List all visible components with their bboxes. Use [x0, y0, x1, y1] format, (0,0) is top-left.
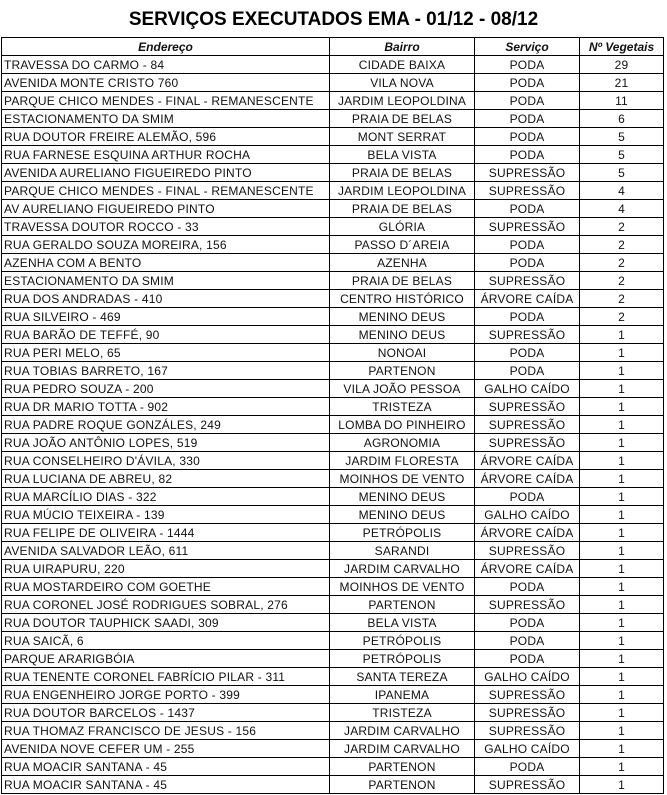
table-row: [2, 758, 664, 776]
cell-bairro: MENINO DEUS: [330, 308, 475, 326]
cell-bairro: VILA NOVA: [330, 74, 475, 92]
cell-bairro: LOMBA DO PINHEIRO: [330, 416, 475, 434]
table-row: [2, 236, 664, 254]
cell-servico: PODA: [475, 362, 580, 380]
cell-bairro: PRAIA DE BELAS: [330, 272, 475, 290]
cell-servico: ÁRVORE CAÍDA: [475, 470, 580, 488]
cell-vegetais: 1: [580, 326, 664, 344]
table-row: [2, 326, 664, 344]
cell-servico: PODA: [475, 758, 580, 776]
cell-servico: PODA: [475, 308, 580, 326]
cell-vegetais: 1: [580, 686, 664, 704]
cell-endereco: RUA GERALDO SOUZA MOREIRA, 156: [2, 236, 330, 254]
cell-bairro: JARDIM LEOPOLDINA: [330, 92, 475, 110]
cell-endereco: RUA DOUTOR BARCELOS - 1437: [2, 704, 330, 722]
table-row: [2, 200, 664, 218]
cell-endereco: RUA PADRE ROQUE GONZÁLES, 249: [2, 416, 330, 434]
cell-vegetais: 1: [580, 452, 664, 470]
cell-vegetais: 1: [580, 776, 664, 794]
cell-vegetais: 2: [580, 236, 664, 254]
cell-endereco: AVENIDA MONTE CRISTO 760: [2, 74, 330, 92]
cell-endereco: AVENIDA SALVADOR LEÃO, 611: [2, 542, 330, 560]
cell-servico: SUPRESSÃO: [475, 722, 580, 740]
table-row: [2, 488, 664, 506]
cell-servico: SUPRESSÃO: [475, 776, 580, 794]
cell-endereco: ESTACIONAMENTO DA SMIM: [2, 272, 330, 290]
cell-servico: SUPRESSÃO: [475, 218, 580, 236]
cell-vegetais: 1: [580, 560, 664, 578]
cell-vegetais: 2: [580, 254, 664, 272]
cell-vegetais: 11: [580, 92, 664, 110]
cell-bairro: SANTA TEREZA: [330, 668, 475, 686]
cell-endereco: TRAVESSA DOUTOR ROCCO - 33: [2, 218, 330, 236]
cell-vegetais: 1: [580, 524, 664, 542]
cell-bairro: PARTENON: [330, 776, 475, 794]
cell-servico: SUPRESSÃO: [475, 416, 580, 434]
table-row: [2, 182, 664, 200]
cell-bairro: TRISTEZA: [330, 704, 475, 722]
table-row: [2, 704, 664, 722]
table-row: [2, 632, 664, 650]
table-row: [2, 434, 664, 452]
cell-servico: PODA: [475, 146, 580, 164]
cell-bairro: JARDIM CARVALHO: [330, 740, 475, 758]
cell-endereco: AZENHA COM A BENTO: [2, 254, 330, 272]
cell-endereco: RUA MOACIR SANTANA - 45: [2, 758, 330, 776]
page-title: SERVIÇOS EXECUTADOS EMA - 01/12 - 08/12: [128, 9, 539, 30]
cell-vegetais: 21: [580, 74, 664, 92]
table-row: [2, 218, 664, 236]
header-servico: Serviço: [475, 38, 580, 56]
cell-vegetais: 5: [580, 146, 664, 164]
cell-endereco: RUA UIRAPURU, 220: [2, 560, 330, 578]
cell-endereco: RUA SILVEIRO - 469: [2, 308, 330, 326]
cell-servico: PODA: [475, 56, 580, 74]
table-row: [2, 560, 664, 578]
header-bairro: Bairro: [330, 38, 475, 56]
cell-bairro: IPANEMA: [330, 686, 475, 704]
cell-bairro: MONT SERRAT: [330, 128, 475, 146]
cell-vegetais: 2: [580, 308, 664, 326]
cell-endereco: RUA CORONEL JOSÉ RODRIGUES SOBRAL, 276: [2, 596, 330, 614]
cell-vegetais: 1: [580, 722, 664, 740]
table-row: [2, 506, 664, 524]
table-row: [2, 164, 664, 182]
cell-vegetais: 1: [580, 380, 664, 398]
cell-bairro: PASSO D´AREIA: [330, 236, 475, 254]
cell-bairro: PARTENON: [330, 362, 475, 380]
cell-bairro: CENTRO HISTÓRICO: [330, 290, 475, 308]
cell-servico: GALHO CAÍDO: [475, 668, 580, 686]
cell-bairro: AGRONOMIA: [330, 434, 475, 452]
table-row: [2, 470, 664, 488]
cell-vegetais: 1: [580, 542, 664, 560]
cell-servico: PODA: [475, 74, 580, 92]
table-row: [2, 344, 664, 362]
cell-servico: ÁRVORE CAÍDA: [475, 524, 580, 542]
cell-endereco: RUA LUCIANA DE ABREU, 82: [2, 470, 330, 488]
table-row: [2, 596, 664, 614]
cell-endereco: RUA MOSTARDEIRO COM GOETHE: [2, 578, 330, 596]
cell-vegetais: 1: [580, 632, 664, 650]
cell-servico: PODA: [475, 254, 580, 272]
cell-servico: SUPRESSÃO: [475, 164, 580, 182]
cell-vegetais: 1: [580, 650, 664, 668]
cell-endereco: RUA MÚCIO TEIXEIRA - 139: [2, 506, 330, 524]
cell-bairro: TRISTEZA: [330, 398, 475, 416]
cell-bairro: MENINO DEUS: [330, 506, 475, 524]
table-row: [2, 272, 664, 290]
cell-endereco: RUA FARNESE ESQUINA ARTHUR ROCHA: [2, 146, 330, 164]
cell-bairro: PETRÓPOLIS: [330, 632, 475, 650]
table-row: [2, 542, 664, 560]
cell-endereco: RUA DOUTOR TAUPHICK SAADI, 309: [2, 614, 330, 632]
cell-servico: PODA: [475, 236, 580, 254]
cell-endereco: RUA MOACIR SANTANA - 45: [2, 776, 330, 794]
table-row: [2, 74, 664, 92]
table-row: [2, 398, 664, 416]
cell-endereco: ESTACIONAMENTO DA SMIM: [2, 110, 330, 128]
table-body: [2, 56, 664, 794]
cell-vegetais: 1: [580, 578, 664, 596]
cell-vegetais: 1: [580, 488, 664, 506]
cell-vegetais: 1: [580, 506, 664, 524]
cell-bairro: NONOAI: [330, 344, 475, 362]
table-row: [2, 146, 664, 164]
cell-bairro: PARTENON: [330, 596, 475, 614]
cell-bairro: BELA VISTA: [330, 614, 475, 632]
cell-endereco: RUA DOUTOR FREIRE ALEMÃO, 596: [2, 128, 330, 146]
cell-servico: PODA: [475, 488, 580, 506]
cell-endereco: AV AURELIANO FIGUEIREDO PINTO: [2, 200, 330, 218]
table-row: [2, 452, 664, 470]
cell-vegetais: 1: [580, 344, 664, 362]
cell-vegetais: 5: [580, 164, 664, 182]
cell-servico: SUPRESSÃO: [475, 704, 580, 722]
cell-servico: PODA: [475, 614, 580, 632]
cell-bairro: MENINO DEUS: [330, 488, 475, 506]
cell-servico: SUPRESSÃO: [475, 182, 580, 200]
cell-servico: SUPRESSÃO: [475, 398, 580, 416]
cell-bairro: PRAIA DE BELAS: [330, 164, 475, 182]
table-row: [2, 686, 664, 704]
table-row: [2, 668, 664, 686]
cell-vegetais: 1: [580, 416, 664, 434]
cell-vegetais: 6: [580, 110, 664, 128]
cell-bairro: JARDIM CARVALHO: [330, 560, 475, 578]
cell-bairro: MOINHOS DE VENTO: [330, 578, 475, 596]
table-row: [2, 380, 664, 398]
cell-servico: ÁRVORE CAÍDA: [475, 452, 580, 470]
cell-servico: ÁRVORE CAÍDA: [475, 290, 580, 308]
table-row: [2, 776, 664, 794]
cell-endereco: RUA ENGENHEIRO JORGE PORTO - 399: [2, 686, 330, 704]
cell-bairro: BELA VISTA: [330, 146, 475, 164]
cell-vegetais: 4: [580, 182, 664, 200]
table-row: [2, 290, 664, 308]
table-row: [2, 308, 664, 326]
cell-servico: SUPRESSÃO: [475, 596, 580, 614]
cell-endereco: RUA PEDRO SOUZA - 200: [2, 380, 330, 398]
cell-servico: PODA: [475, 632, 580, 650]
cell-endereco: RUA PERI MELO, 65: [2, 344, 330, 362]
cell-endereco: RUA TOBIAS BARRETO, 167: [2, 362, 330, 380]
cell-endereco: AVENIDA AURELIANO FIGUEIREDO PINTO: [2, 164, 330, 182]
table-row: [2, 56, 664, 74]
cell-bairro: MOINHOS DE VENTO: [330, 470, 475, 488]
cell-bairro: SARANDI: [330, 542, 475, 560]
cell-vegetais: 5: [580, 128, 664, 146]
cell-servico: PODA: [475, 650, 580, 668]
cell-endereco: RUA TENENTE CORONEL FABRÍCIO PILAR - 311: [2, 668, 330, 686]
table-row: [2, 614, 664, 632]
cell-endereco: TRAVESSA DO CARMO - 84: [2, 56, 330, 74]
cell-servico: SUPRESSÃO: [475, 272, 580, 290]
cell-bairro: PRAIA DE BELAS: [330, 110, 475, 128]
cell-servico: ÁRVORE CAÍDA: [475, 560, 580, 578]
cell-vegetais: 29: [580, 56, 664, 74]
table-row: [2, 110, 664, 128]
cell-bairro: PARTENON: [330, 758, 475, 776]
cell-servico: PODA: [475, 92, 580, 110]
cell-vegetais: 1: [580, 668, 664, 686]
table-row: [2, 740, 664, 758]
cell-endereco: PARQUE CHICO MENDES - FINAL - REMANESCENTE: [2, 182, 330, 200]
cell-vegetais: 2: [580, 272, 664, 290]
cell-bairro: AZENHA: [330, 254, 475, 272]
cell-endereco: RUA SAICÃ, 6: [2, 632, 330, 650]
table-row: [2, 524, 664, 542]
table-row: [2, 416, 664, 434]
cell-servico: PODA: [475, 344, 580, 362]
cell-servico: SUPRESSÃO: [475, 434, 580, 452]
table-row: [2, 128, 664, 146]
cell-endereco: RUA MARCÍLIO DIAS - 322: [2, 488, 330, 506]
cell-endereco: RUA FELIPE DE OLIVEIRA - 1444: [2, 524, 330, 542]
table-row: [2, 92, 664, 110]
cell-vegetais: 1: [580, 704, 664, 722]
cell-vegetais: 1: [580, 470, 664, 488]
cell-bairro: GLÓRIA: [330, 218, 475, 236]
cell-vegetais: 1: [580, 434, 664, 452]
table-row: [2, 254, 664, 272]
cell-endereco: AVENIDA NOVE CEFER UM - 255: [2, 740, 330, 758]
cell-vegetais: 1: [580, 362, 664, 380]
cell-vegetais: 1: [580, 614, 664, 632]
cell-vegetais: 1: [580, 758, 664, 776]
cell-bairro: JARDIM LEOPOLDINA: [330, 182, 475, 200]
cell-servico: SUPRESSÃO: [475, 326, 580, 344]
cell-endereco: RUA BARÃO DE TEFFÉ, 90: [2, 326, 330, 344]
cell-servico: PODA: [475, 110, 580, 128]
table-row: [2, 722, 664, 740]
cell-bairro: PETRÓPOLIS: [330, 650, 475, 668]
services-table: [1, 37, 664, 794]
cell-bairro: PRAIA DE BELAS: [330, 200, 475, 218]
cell-vegetais: 2: [580, 290, 664, 308]
cell-vegetais: 1: [580, 740, 664, 758]
cell-servico: SUPRESSÃO: [475, 686, 580, 704]
header-row: [2, 38, 664, 56]
table-row: [2, 650, 664, 668]
cell-bairro: CIDADE BAIXA: [330, 56, 475, 74]
cell-vegetais: 1: [580, 596, 664, 614]
cell-servico: GALHO CAÍDO: [475, 506, 580, 524]
table-row: [2, 362, 664, 380]
cell-servico: SUPRESSÃO: [475, 542, 580, 560]
cell-endereco: RUA DOS ANDRADAS - 410: [2, 290, 330, 308]
cell-bairro: JARDIM FLORESTA: [330, 452, 475, 470]
cell-servico: PODA: [475, 200, 580, 218]
table-row: [2, 578, 664, 596]
cell-bairro: JARDIM CARVALHO: [330, 722, 475, 740]
cell-endereco: PARQUE ARARIGBÓIA: [2, 650, 330, 668]
cell-endereco: RUA CONSELHEIRO D'ÁVILA, 330: [2, 452, 330, 470]
cell-servico: GALHO CAÍDO: [475, 380, 580, 398]
cell-endereco: RUA JOÃO ANTÔNIO LOPES, 519: [2, 434, 330, 452]
header-endereco: Endereço: [2, 38, 330, 56]
header-vegetais: Nº Vegetais: [580, 38, 664, 56]
cell-vegetais: 4: [580, 200, 664, 218]
cell-vegetais: 2: [580, 218, 664, 236]
cell-endereco: RUA THOMAZ FRANCISCO DE JESUS - 156: [2, 722, 330, 740]
cell-endereco: PARQUE CHICO MENDES - FINAL - REMANESCENTE: [2, 92, 330, 110]
cell-servico: PODA: [475, 128, 580, 146]
cell-bairro: MENINO DEUS: [330, 326, 475, 344]
cell-servico: GALHO CAÍDO: [475, 740, 580, 758]
cell-endereco: RUA DR MARIO TOTTA - 902: [2, 398, 330, 416]
cell-vegetais: 1: [580, 398, 664, 416]
cell-servico: PODA: [475, 578, 580, 596]
cell-bairro: VILA JOÃO PESSOA: [330, 380, 475, 398]
cell-bairro: PETRÓPOLIS: [330, 524, 475, 542]
